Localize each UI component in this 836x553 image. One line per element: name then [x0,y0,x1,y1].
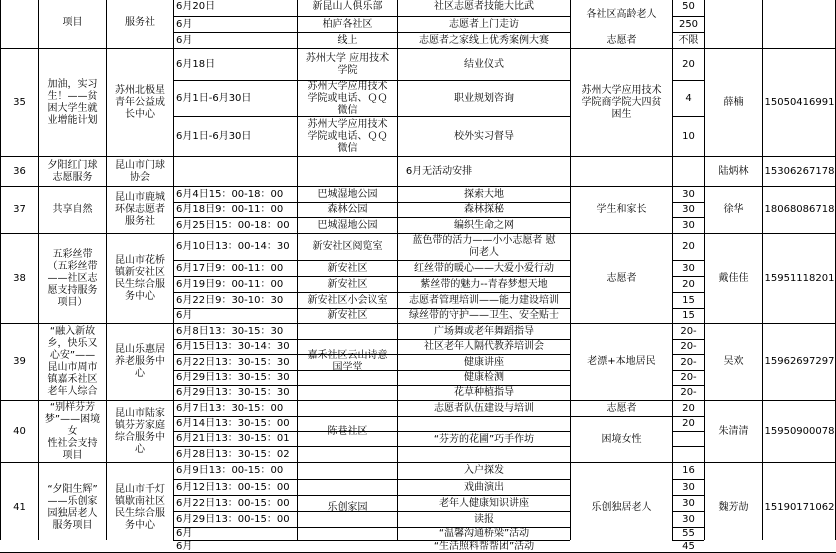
target-group: 各社区高龄老人 [586,8,657,20]
row-number: 40 [13,425,26,437]
activity-content: “生活照料帮帮团”活动 [433,541,535,552]
column-border [762,0,763,540]
column-border [38,0,39,540]
activity-count: 4 [685,92,692,104]
contact-phone: 18068086718 [764,204,835,215]
activity-date: 6月18日9：00-11：00 [176,204,284,215]
target-group: 乐创独居老人 [591,501,652,513]
project-name: “夕阳生辉” ——乐创家 园独居老人 服务项目 [47,483,98,531]
activity-place: 新昆山人俱乐部 [312,0,383,12]
activity-count: 30 [682,188,695,200]
activity-date: 6月29日13：30-15：30 [176,387,290,398]
activity-count: 20 [682,402,695,414]
activity-count: 16 [682,465,695,476]
activity-date: 6月8日13：30-15：30 [176,325,284,337]
activity-count: 250 [678,18,699,30]
activity-content: 志愿者队伍建设与培训 [434,402,534,414]
activity-date: 6月29日13：30-15：30 [176,372,290,383]
activity-content: 广场舞或老年舞蹈指导 [434,325,534,337]
column-border [0,0,1,540]
row-number: 35 [13,96,26,108]
activity-count: 45 [682,541,695,552]
activity-content: 读报 [474,513,494,525]
activity-content: 校外实习督导 [454,130,514,142]
activity-count: 20- [680,341,697,352]
activity-place: 巴城湿地公园 [317,188,378,200]
activity-date: 6月15日13：30-14：30 [176,341,290,352]
contact-person: 吴欢 [723,356,744,367]
activity-note: 6月无活动安排 [405,165,473,177]
activity-place: 线上 [337,34,358,46]
activity-count: 不限 [678,34,699,46]
activity-date: 6月9日13：00-15：00 [176,465,284,476]
activity-date: 6月 [176,18,193,30]
target-group: 学生和家长 [596,204,647,215]
activity-count: 30 [682,204,695,215]
project-name: 加油，实习 生！——贫 困大学生就 业增能计划 [47,78,98,126]
activity-place: 苏州大学应用技术 学院或电话、ＱＱ 微信 [307,81,388,116]
project-name: “融入新故 乡，快乐又 心安”—— 昆山市周市 镇嘉禾社区 老年人综合 [47,326,98,397]
organizer: 昆山市花桥 镇新安社区 民生综合服 务中心 [115,254,165,302]
activity-count: 30 [682,219,695,231]
activity-count [673,432,704,446]
activity-place: 森林公园 [327,204,368,215]
activity-place: 巴城湿地公园 [317,219,378,231]
column-border [173,0,174,540]
activity-content: 蓝色带的活力——小小志愿者 慰 问老人 [412,235,556,258]
activity-content: 志愿者上门走访 [449,18,519,30]
activity-count: 20- [680,325,697,337]
activity-place: 苏州大学应用技术 学院或电话、ＱＱ 微信 [307,118,388,154]
activity-place: 苏州大学 应用技术 学院 [305,52,390,76]
activity-count: 55 [682,528,695,539]
contact-phone: 15306267178 [764,165,835,177]
row-number: 39 [13,356,26,367]
organizer: 昆山市鹿城 环保志愿者 服务社 [115,192,165,227]
activity-content: “芬芳的花圃”巧手作坊 [433,433,535,445]
contact-phone: 15190171062 [764,501,835,513]
activity-content: 戏曲演出 [464,481,504,493]
activity-count [673,447,704,462]
activity-date: 6月4日15：00-18：00 [176,188,284,200]
activity-date: 6月 [176,34,193,46]
activity-content: 老年人健康知识讲座 [439,497,529,509]
contact-person: 薛楠 [723,96,744,108]
activity-date: 6月21日13：30-15：01 [176,433,290,444]
contact-phone: 15950900078 [764,425,835,437]
activity-count: 15 [682,294,695,306]
activity-count: 20- [680,372,697,383]
row-number: 37 [13,204,26,215]
project-name: 共享自然 [52,204,93,215]
column-border [397,0,398,540]
project-name: 五彩丝带 （五彩丝带 ——社区志 愿支持服务 项目） [47,248,98,308]
activity-content: 社区志愿者技能大比武 [434,0,534,12]
target-group: 志愿者 [606,34,637,46]
activity-place: 陈巷社区 [327,425,368,437]
activity-count: 20 [682,58,695,70]
activity-content: 绿丝带的守护——卫生、安全贴士 [409,310,559,321]
activity-count: 20 [682,241,695,252]
organizer: 昆山乐惠居 养老服务中 心 [115,344,165,379]
column-border [570,0,571,540]
activity-count: 15 [682,310,695,321]
row-number [1,0,38,48]
activity-date: 6月14日13：30-15：00 [176,418,290,429]
activity-date: 6月28日13：30-15：02 [176,448,290,460]
contact-person: 朱清清 [718,425,749,437]
column-border [672,0,673,540]
activity-date: 6月7日13：30-15：00 [176,402,284,414]
activity-date: 6月25日15：00-18：00 [176,219,290,231]
activity-date: 6月 [176,541,193,552]
activity-date: 6月1日-6月30日 [176,92,252,104]
activity-content: 社区老年人隔代教养培训会 [424,341,544,352]
activity-count: 30 [682,262,695,274]
activity-content: 红丝带的暖心——大爱小爱行动 [414,262,554,274]
activity-place: 新安社区 [327,310,368,321]
activity-date: 6月 [176,310,193,321]
row-number: 36 [13,165,26,177]
target-group: 困境女性 [601,433,642,445]
activity-content: 志愿者管理培训——能力建设培训 [409,294,559,306]
activity-content: 森林探秘 [464,204,504,215]
activity-count: 30 [682,513,695,525]
activity-count: 10 [682,130,695,142]
activity-count: 30 [682,481,695,493]
activity-place: 新安社区 [327,262,368,274]
activity-date: 6月20日 [176,0,216,12]
target-group: 苏州大学应用技术 学院商学院大四贫 困生 [581,84,662,120]
target-group: 老漂+本地居民 [587,356,656,367]
organizer: 苏州北极星 青年公益成 长中心 [115,84,165,120]
activity-date: 6月22日13：00-15：00 [176,497,290,509]
contact-phone: 15050416991 [764,96,835,108]
target-group: 志愿者 [606,402,637,414]
activity-content: “温馨沟通桥梁”活动 [438,528,530,539]
contact-person: 戴佳佳 [718,272,749,284]
activity-content: 健康检测 [464,372,504,383]
contact-person: 陆炳林 [718,165,749,177]
activity-date: 6月29日13：00-15：00 [176,513,290,525]
activity-content: 紫丝带的魅力--青春梦想天地 [420,278,548,290]
activity-content: 职业规划咨询 [454,92,514,104]
activity-date: 6月 [176,528,193,539]
contact-person [705,0,762,48]
activity-content: 结业仪式 [464,58,504,70]
activity-date: 6月1日-6月30日 [176,130,252,142]
row-number: 41 [13,501,26,513]
activity-date: 6月22日9：30-10：30 [176,294,284,306]
column-border [106,0,107,540]
row-border [570,416,672,417]
activity-place: 新安社区阅览室 [312,241,383,252]
project-name: 项目 [62,16,83,28]
activity-place: 嘉禾社区云山诗意 国学堂 [307,350,388,373]
activity-content: 健康讲座 [464,356,504,368]
activity-count: 20- [680,356,697,368]
contact-phone: 15962697297 [764,356,835,367]
organizer: 昆山市门球 协会 [115,159,165,183]
activity-content: 入户探发 [464,465,504,476]
activity-date: 6月17日9：00-11：00 [176,262,284,274]
activity-date: 6月19日9：00-11：00 [176,278,284,290]
activity-count: 20 [682,278,695,290]
target-group: 志愿者 [606,272,637,284]
contact-phone: 15951118201 [764,272,835,284]
activity-date: 6月12日13：00-15：00 [176,481,290,493]
row-number: 38 [13,272,26,284]
column-border [297,0,298,540]
activity-content: 编织生命之网 [454,219,514,231]
contact-person: 魏芳劼 [718,501,749,513]
activity-place: 新安社区 [327,278,368,290]
project-name: 夕阳红门球 志愿服务 [47,159,98,183]
activity-count: 20- [680,387,697,398]
activity-count: 30 [682,497,695,509]
activity-count: 20 [682,418,695,429]
activity-content: 志愿者之家线上优秀案例大赛 [419,34,549,46]
activity-date: 6月18日 [176,58,216,70]
organizer: 昆山市陆家 镇芬芳家庭 综合服务中 心 [115,407,165,455]
activity-date: 6月10日13：00-14：30 [176,241,290,252]
activity-date: 6月22日13：30-15：30 [176,356,290,368]
column-border [704,0,705,540]
activity-content: 花草种植指导 [454,387,514,398]
contact-person: 徐华 [723,204,744,215]
activity-place: 新安社区小会议室 [307,294,388,306]
activity-count: 50 [682,0,695,12]
organizer: 服务社 [125,16,155,28]
activity-place: 乐创家园 [327,501,368,513]
activity-content: 探索大地 [464,188,504,200]
activity-place: 柏庐各社区 [322,18,373,30]
contact-phone [763,0,836,48]
project-name: “别样芬芳 梦”——困境女 性社会支持 项目 [44,401,101,461]
organizer: 昆山市千灯 镇歇南社区 民生综合服 务中心 [115,483,165,531]
